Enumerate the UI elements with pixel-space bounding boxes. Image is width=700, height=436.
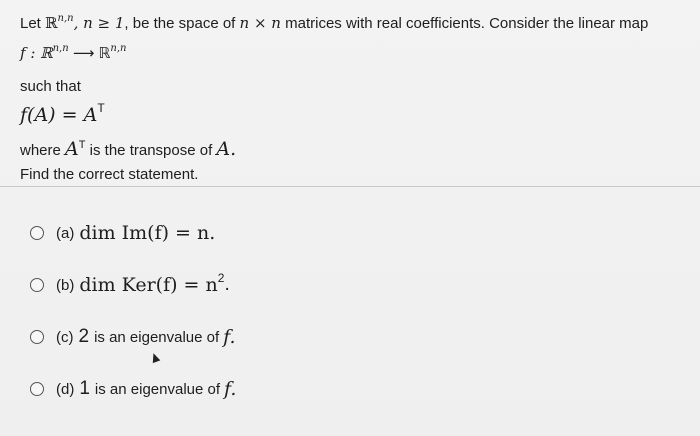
option-number: 2 [78, 326, 90, 347]
text-matrices: matrices with real coefficients. Consider the linear map [285, 15, 649, 32]
text-let: Let [20, 15, 41, 32]
formula [20, 101, 105, 126]
mouse-cursor-icon [150, 352, 161, 363]
text-such-that: such that [20, 78, 81, 95]
map-codomain: ⟶ ℝ [72, 45, 111, 62]
superscript-nn: n,n [110, 43, 127, 54]
instruction: Find the correct statement. [20, 166, 199, 183]
option-label: (d) [56, 380, 75, 398]
var-A2: A. [216, 138, 237, 160]
option-b[interactable] [30, 271, 230, 296]
text-space-of: , be the space of [124, 15, 236, 32]
map-domain: f : ℝ [20, 44, 53, 62]
option-a[interactable] [30, 222, 215, 244]
map-definition [20, 44, 126, 62]
formula-body: f(A) = A [20, 104, 98, 126]
text-where: where [20, 142, 61, 159]
option-text: is an eigenvalue of [94, 380, 221, 398]
exponent: 2 [217, 271, 225, 285]
option-d[interactable] [30, 378, 236, 400]
option-tail: . [224, 274, 230, 295]
transpose-sup: T [97, 101, 105, 115]
option-text: dim Im(f) = n. [79, 222, 216, 244]
superscript-nn: n,n [52, 43, 69, 54]
option-text: is an eigenvalue of [94, 328, 220, 346]
radio-button-icon[interactable] [30, 382, 44, 396]
radio-button-icon[interactable] [30, 278, 44, 292]
text-transpose-of: is the transpose of [89, 142, 213, 159]
option-c[interactable] [30, 326, 236, 348]
radio-button-icon[interactable] [30, 226, 44, 240]
condition-n: , n ≥ 1 [73, 14, 125, 32]
divider [0, 186, 700, 187]
where-line [20, 138, 236, 160]
real-space-symbol: ℝ [45, 14, 58, 32]
var-A: A [65, 138, 79, 160]
option-var: f. [224, 378, 237, 400]
option-label: (a) [56, 224, 75, 242]
radio-button-icon[interactable] [30, 330, 44, 344]
superscript-nn: n,n [57, 13, 74, 24]
option-label: (c) [56, 328, 74, 346]
transpose-sup: T [78, 139, 86, 151]
option-text: dim Ker(f) = n [79, 274, 218, 296]
option-number: 1 [79, 378, 90, 399]
option-label: (b) [56, 276, 75, 294]
n-by-n: n × n [239, 14, 281, 32]
option-var: f. [223, 326, 236, 348]
problem-statement-line1 [20, 14, 648, 32]
